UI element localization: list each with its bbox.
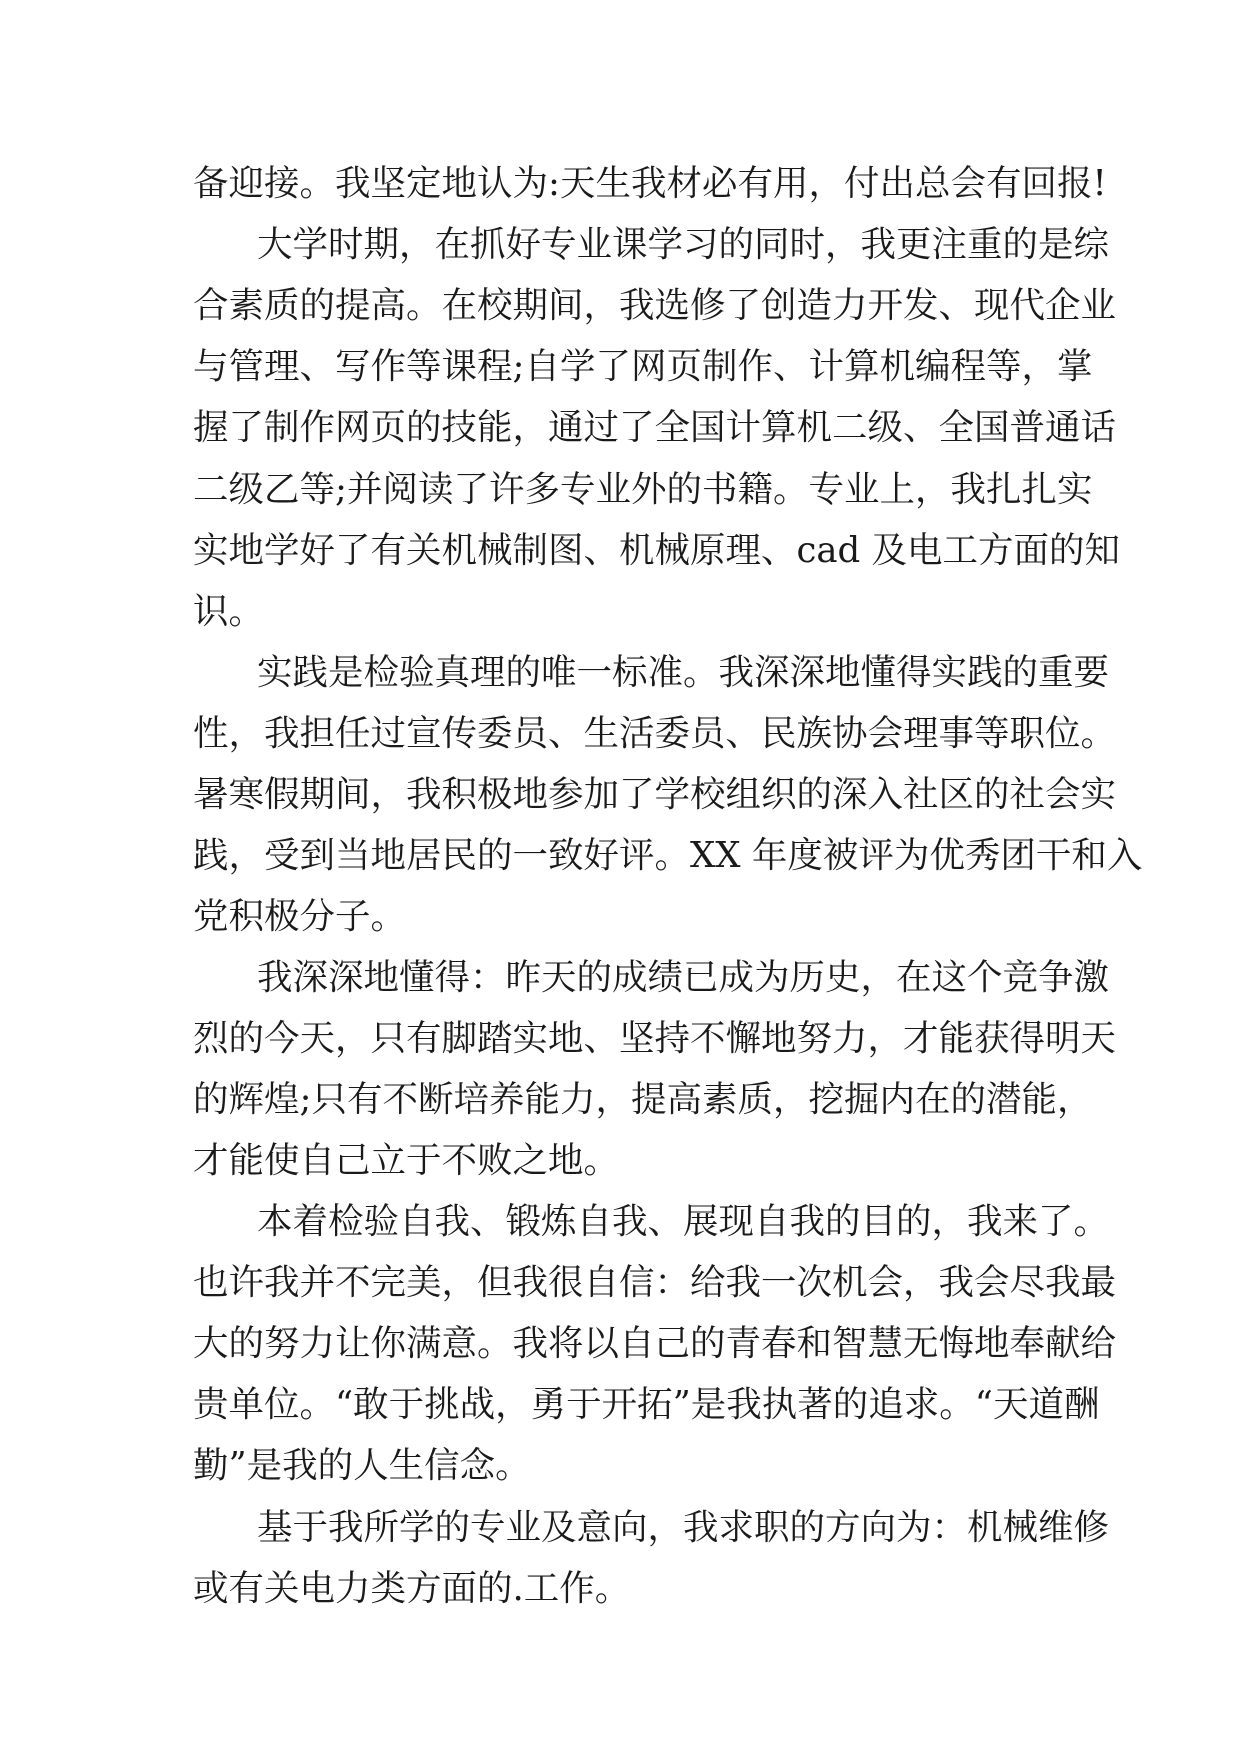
- paragraph-last-line: 识。: [193, 591, 265, 632]
- paragraph-first-line: 基于我所学的专业及意向，我求职的方向为：机械维修: [257, 1507, 1110, 1548]
- text-line: 贵单位。“敢于挑战，勇于开拓”是我执著的追求。“天道酬: [193, 1384, 1100, 1425]
- paragraph-last-line: 才能使自己立于不败之地。: [193, 1140, 620, 1181]
- text-line: 暑寒假期间，我积极地参加了学校组织的深入社区的社会实: [193, 774, 1117, 815]
- text-line: 实地学好了有关机械制图、机械原理、cad 及电工方面的知: [193, 530, 1121, 571]
- text-line: 的辉煌;只有不断培养能力，提高素质，挖掘内在的潜能，: [193, 1079, 1093, 1120]
- paragraph-last-line: 党积极分子。: [193, 896, 407, 937]
- text-line: 大的努力让你满意。我将以自己的青春和智慧无悔地奉献给: [193, 1323, 1117, 1364]
- paragraph-last-line: 或有关电力类方面的.工作。: [193, 1568, 631, 1609]
- paragraph-first-line: 我深深地懂得：昨天的成绩已成为历史，在这个竞争激: [257, 957, 1110, 998]
- text-line: 也许我并不完美，但我很自信：给我一次机会，我会尽我最: [193, 1262, 1117, 1303]
- text-line: 烈的今天，只有脚踏实地、坚持不懈地努力，才能获得明天: [193, 1018, 1117, 1059]
- text-line: 合素质的提高。在校期间，我选修了创造力开发、现代企业: [193, 285, 1117, 326]
- text-line: 践，受到当地居民的一致好评。XX 年度被评为优秀团干和入: [193, 835, 1143, 876]
- text-line: 与管理、写作等课程;自学了网页制作、计算机编程等，掌: [193, 346, 1093, 387]
- text-line: 备迎接。我坚定地认为:天生我材必有用，付出总会有回报!: [193, 163, 1107, 204]
- paragraph-last-line: 勤”是我的人生信念。: [193, 1445, 531, 1486]
- text-line: 二级乙等;并阅读了许多专业外的书籍。专业上，我扎扎实: [193, 469, 1093, 510]
- paragraph-first-line: 本着检验自我、锻炼自我、展现自我的目的，我来了。: [257, 1201, 1110, 1242]
- paragraph-first-line: 实践是检验真理的唯一标准。我深深地懂得实践的重要: [257, 652, 1110, 693]
- text-line: 握了制作网页的技能，通过了全国计算机二级、全国普通话: [193, 407, 1117, 448]
- paragraph-first-line: 大学时期，在抓好专业课学习的同时，我更注重的是综: [257, 224, 1110, 265]
- text-line: 性，我担任过宣传委员、生活委员、民族协会理事等职位。: [193, 713, 1117, 754]
